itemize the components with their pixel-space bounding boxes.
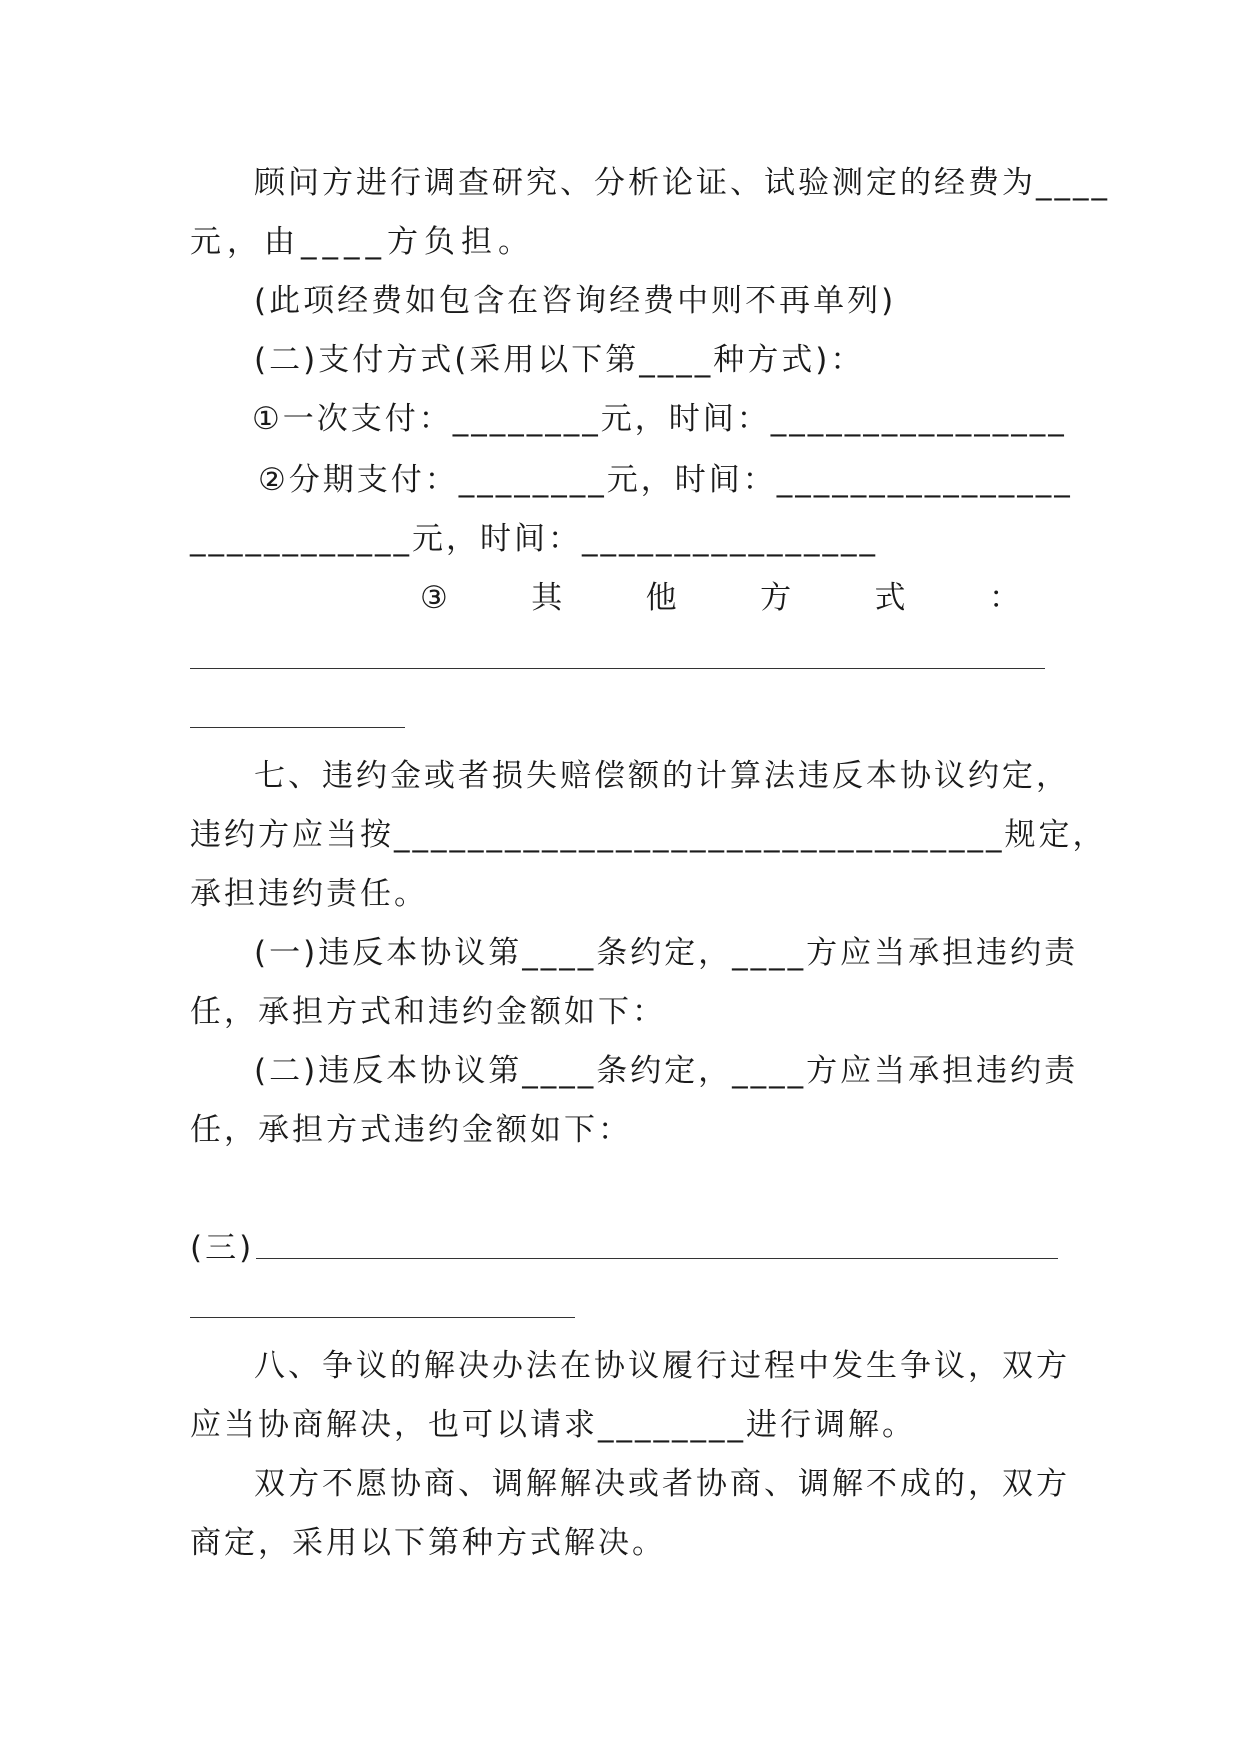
clause-two-line1: (二)违反本协议第____条约定，____方应当承担违约责 (254, 1053, 1079, 1089)
paragraph-installment-line1: ②分期支付：________元，时间：________________ (258, 462, 1073, 498)
other-method-char: ③ (420, 580, 448, 616)
section-eight-para2-line2: 商定，采用以下第种方式解决。 (190, 1525, 666, 1561)
blank-line (256, 1258, 1058, 1259)
section-eight-heading: 八、争议的解决办法在协议履行过程中发生争议，双方 (254, 1348, 1070, 1384)
clause-one-line2: 任，承担方式和违约金额如下： (190, 994, 666, 1030)
blank-line (190, 727, 405, 728)
section-eight-para2-line1: 双方不愿协商、调解解决或者协商、调解不成的，双方 (254, 1466, 1070, 1502)
section-eight-line2: 应当协商解决，也可以请求________进行调解。 (190, 1407, 916, 1443)
other-method-char: 方 (760, 580, 792, 616)
other-method-char: ： (988, 580, 1020, 616)
paragraph-payment-method: (二)支付方式(采用以下第____种方式)： (254, 342, 865, 378)
paragraph-other-method (420, 578, 1020, 618)
paragraph-expenses-line1: 顾问方进行调查研究、分析论证、试验测定的经费为____ (254, 165, 1110, 201)
clause-three-label: (三) (190, 1230, 255, 1266)
section-seven-line2: 违约方应当按_________________________________规定， (190, 817, 1107, 853)
paragraph-expenses-line2: 元，由____方负担。 (190, 224, 535, 260)
other-method-char: 式 (874, 580, 906, 616)
section-seven-line3: 承担违约责任。 (190, 876, 428, 912)
clause-one-line1: (一)违反本协议第____条约定，____方应当承担违约责 (254, 935, 1079, 971)
paragraph-installment-line2: ____________元，时间：________________ (190, 521, 878, 557)
other-method-char: 其 (531, 580, 563, 616)
clause-two-line2: 任，承担方式违约金额如下： (190, 1112, 632, 1148)
blank-line (190, 668, 1045, 669)
paragraph-lump-sum: ①一次支付：________元，时间：________________ (252, 401, 1067, 437)
blank-line (190, 1317, 575, 1318)
paragraph-expense-note: (此项经费如包含在咨询经费中则不再单列) (254, 283, 897, 319)
other-method-char: 他 (645, 580, 677, 616)
section-seven-heading: 七、违约金或者损失赔偿额的计算法违反本协议约定， (254, 758, 1070, 794)
